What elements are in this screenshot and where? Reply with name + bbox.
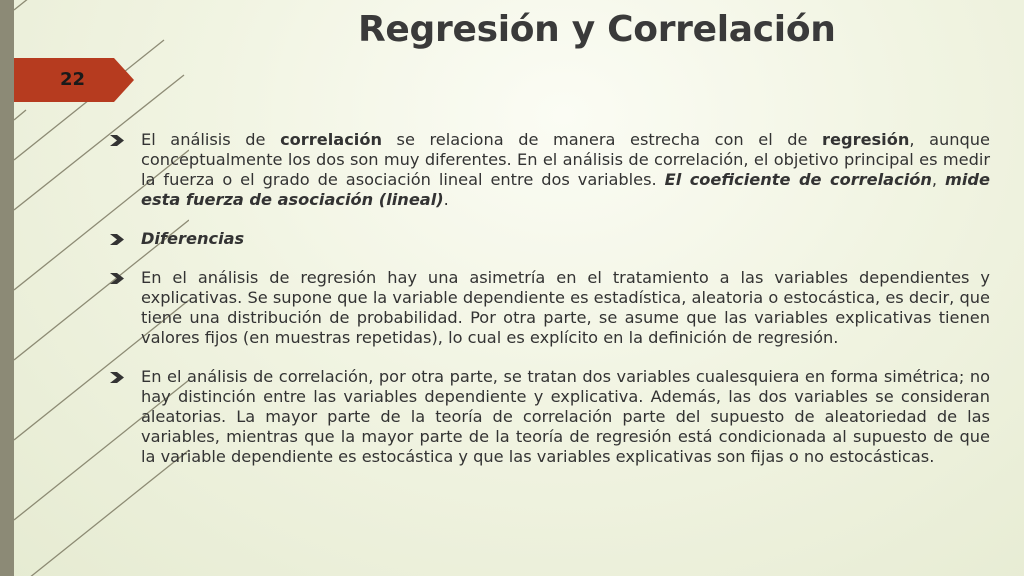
bullet-correlation-symmetry (108, 367, 990, 467)
left-accent-bar (0, 0, 14, 576)
bullet-text: En el análisis de correlación, por otra parte, se tratan dos variables cualesquiera en forma simétrica; no hay distinción entre las variables dependiente y explicativa. Además, las dos variables se consideran aleatorias. La mayor parte de la teoría de correlación parte del supuesto de aleatoriedad de las variables, mientras que la mayor parte de la teoría de regresión está condicionada al supuesto de que la variable dependiente es estocástica y que las variables explicativas son fijas o no estocásticas. (141, 367, 990, 466)
slide-number: 22 (60, 69, 86, 90)
arrow-bullet-icon (110, 234, 124, 245)
bold-term-regresion: regresión (822, 130, 910, 149)
bold-italic-phrase: El coeficiente de correlación (664, 170, 932, 189)
bold-italic-phrase: mide esta fuerza de asociación (lineal) (141, 170, 990, 209)
arrow-bullet-icon (110, 372, 124, 383)
slide-title: Regresión y Correlación (358, 9, 836, 50)
bullet-diferencias (108, 229, 990, 249)
arrow-bullet-icon (110, 135, 124, 146)
arrow-bullet-icon (110, 273, 124, 284)
bullet-text: . (443, 190, 449, 209)
bullet-text: El análisis de (141, 130, 281, 149)
slide-content (108, 130, 990, 467)
bullet-correlation-definition (108, 130, 990, 210)
subheading-diferencias: Diferencias (141, 229, 245, 248)
bullet-regression-asymmetry (108, 268, 990, 348)
bullet-text: , (931, 170, 946, 189)
bullet-text: , aunque conceptualmente los dos son muy diferentes. En el análisis de correlación, el objetivo principal es medir la fuerza o el grado de asociación lineal entre dos variables. (141, 130, 991, 189)
bullet-text: se relaciona de manera estrecha con el de (382, 130, 823, 149)
bold-term-correlacion: correlación (280, 130, 382, 149)
bullet-text: En el análisis de regresión hay una asimetría en el tratamiento a las variables dependientes y explicativas. Se supone que la variable dependiente es estadística, aleatoria o estocástica, es decir, que tiene una distribución de probabilidad. Por otra parte, se asume que las variables explicativas tienen valores fijos (en muestras repetidas), lo cual es explícito en la definición de regresión. (141, 268, 990, 347)
